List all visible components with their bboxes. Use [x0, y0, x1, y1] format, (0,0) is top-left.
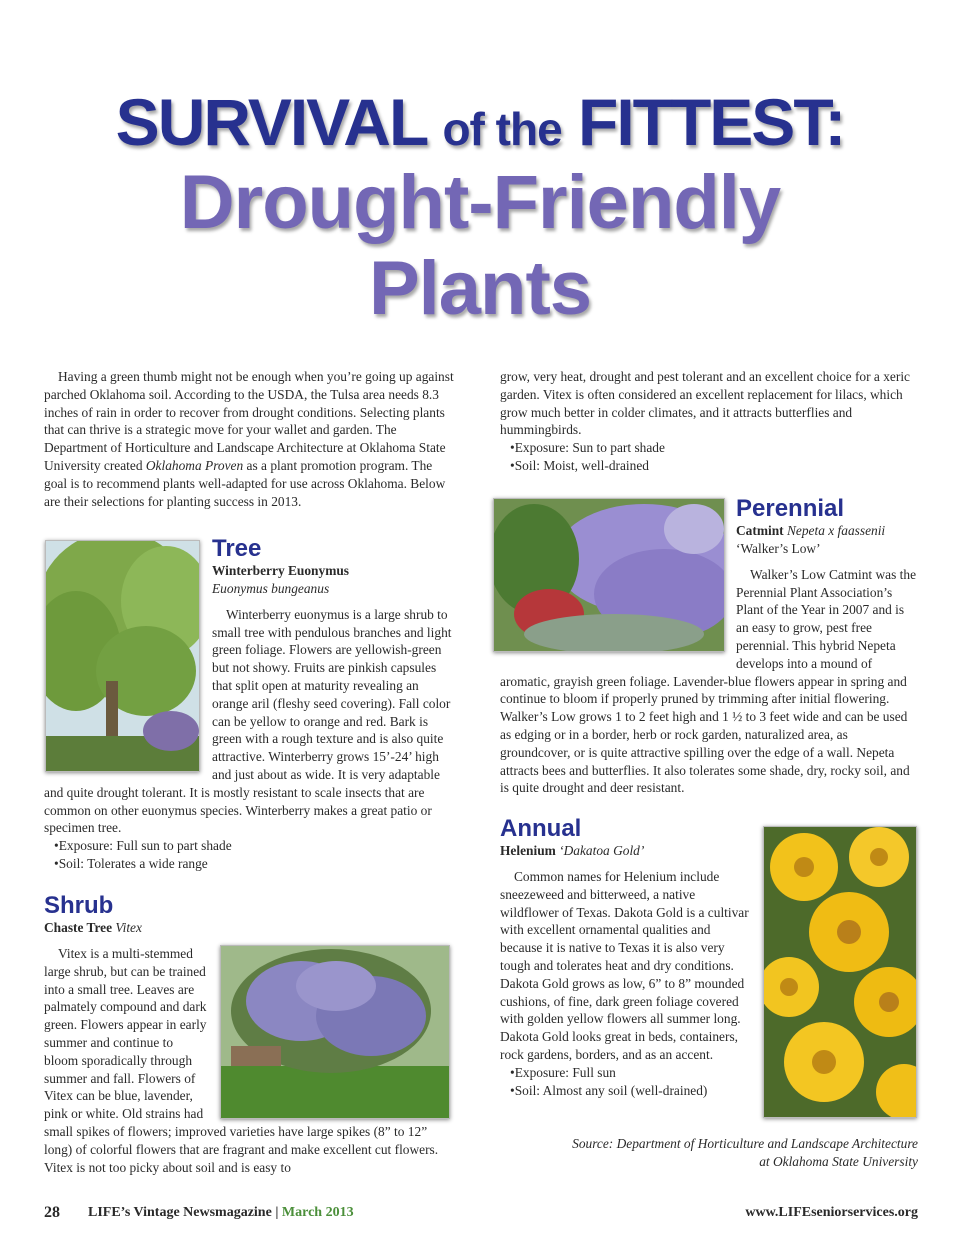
shrub-description-continued: grow, very heat, drought and pest tolerant and an excellent choice for a xeric garden. Vitex is often considered an excellent replacement for lilacs, which grow much better in colder climates, and it attracts butterflies and hummingbirds. [500, 369, 910, 438]
tree-soil: • Soil: Tolerates a wide range [44, 855, 456, 873]
title-fittest: FITTEST: [578, 85, 845, 159]
title-of-the: of the [442, 103, 562, 155]
shrub-exposure: • Exposure: Sun to part shade [500, 439, 918, 457]
shrub-soil: • Soil: Moist, well-drained [500, 457, 918, 475]
shrub-photo [220, 945, 450, 1119]
shrub-description: Vitex is a multi-stemmed large shrub, but can be trained into a small tree. Leaves are palmately compound and dark green. Flowers appear in early summer and continue to bloom sporadically through summer and fall. Flowers of Vitex can be blue, lavender, pink or white. Old strains had small spikes of flowers; improved varieties have large spikes (8” to 12” long) of colorful flowers that are fragrant and make excellent cut flowers. Vitex is not too picky about soil and is easy to [44, 946, 439, 1175]
perennial-name: Catmint [736, 523, 784, 538]
shrub-heading: Shrub [44, 892, 114, 919]
annual-description: Common names for Helenium include sneezeweed and bitterweed, a native wildflower of Texas. Dakota Gold is a cultivar with excellent ornamental qualities and because it is native to Texas it is also very tough and tolerates heat and dry conditions. Dakota Gold grows as low, 6” to 8” mounded cushions, of fine, dark green foliage covered with golden yellow flowers all summer long. Dakota Gold looks great in beds, containers, rock gardens, borders, and as an accent. [500, 869, 749, 1062]
tree-latin: Euonymus bungeanus [212, 581, 330, 596]
title-survival: SURVIVAL [115, 85, 427, 159]
source-line-2: at Oklahoma State University [759, 1153, 918, 1169]
perennial-heading: Perennial [736, 495, 845, 522]
magazine-name: LIFE’s Vintage Newsmagazine | March 2013 [88, 1205, 354, 1220]
source-line-1: Source: Department of Horticulture and Landscape Architecture [572, 1136, 918, 1151]
title-subtitle [0, 160, 960, 332]
annual-name: Helenium [500, 843, 556, 858]
perennial-latin: Nepeta x faassenii [786, 523, 886, 538]
annual-latin: ‘Dakatoa Gold’ [559, 843, 645, 858]
page-number: 28 [44, 1204, 60, 1221]
annual-soil: • Soil: Almost any soil (well-drained) [500, 1082, 918, 1100]
shrub-name: Chaste Tree [44, 920, 113, 935]
page-footer [44, 1203, 918, 1223]
left-column [44, 368, 456, 510]
footer-separator: | [275, 1205, 279, 1220]
title-drought-friendly: Drought-Friendly [179, 160, 781, 245]
annual-photo [763, 826, 917, 1118]
issue-month: March 2013 [281, 1205, 354, 1220]
shrub-latin: Vitex [115, 920, 142, 935]
perennial-cultivar: ‘Walker’s Low’ [736, 541, 821, 556]
right-column-top [500, 368, 918, 475]
tree-photo [45, 540, 200, 772]
title-plants: Plants [368, 246, 592, 331]
tree-description: Winterberry euonymus is a large shrub to small tree with pendulous branches and light green foliage. Flowers are yellowish-green but not showy. Fruits are pinkish capsules that split open at maturity revealing an orange aril (fleshy seed covering). Fall color can be yellow to orange and red. Bark is green with a rough texture and is also quite attractive. Winterberry grows 15’-24’ high and just about as wide. It is very adaptable and quite drought tolerant. It is mostly resistant to scale insects that are common on other euonymus species. Winterberry makes a great patio or specimen tree. [44, 606, 452, 836]
intro-paragraph: Having a green thumb might not be enough when you’re going up against parched Oklahoma soil. According to the USDA, the Tulsa area needs 8.3 inches of rain in order to recover from drought conditions. Selecting plants that can thrive is a strategic move for your wallet and garden. The Department of Horticulture and Landscape Architecture at Oklahoma State University created Oklahoma Proven as a plant promotion program. The goal is to recommend plants well-adapted for use across Oklahoma. Below are their selections for planting success in 2013. [44, 369, 454, 509]
source-credit [500, 1135, 918, 1171]
perennial-photo [493, 498, 725, 652]
tree-name: Winterberry Euonymus [212, 563, 350, 578]
website-link[interactable]: www.LIFEseniorservices.org [745, 1205, 918, 1220]
intro-program-name: Oklahoma Proven [145, 457, 244, 473]
perennial-description: Walker’s Low Catmint was the Perennial Plant Association’s Plant of the Year in 2007 and is an easy to grow, pest free perennial. This hybrid Nepeta develops into a mound of aromatic, grayish green foliage. Lavender-blue flowers appear in spring and continue to bloom if properly pruned by trimming after initial flowering. Walker’s Low grows 1 to 2 feet high and 1 ½ to 3 feet wide and can be used as edging or in a border, herb or rock garden, naturalized area, as groundcover, or is quite attractive spilling over the edge of a wall. Nepeta attracts bees and butterflies. It also tolerates some shade, dry, rocky soil, and is quite drought and deer resistant. [500, 566, 917, 796]
annual-exposure: • Exposure: Full sun [500, 1064, 918, 1082]
tree-heading: Tree [212, 535, 262, 562]
tree-exposure: • Exposure: Full sun to part shade [44, 837, 456, 855]
title-line-1 [0, 82, 960, 169]
annual-heading: Annual [500, 815, 582, 842]
